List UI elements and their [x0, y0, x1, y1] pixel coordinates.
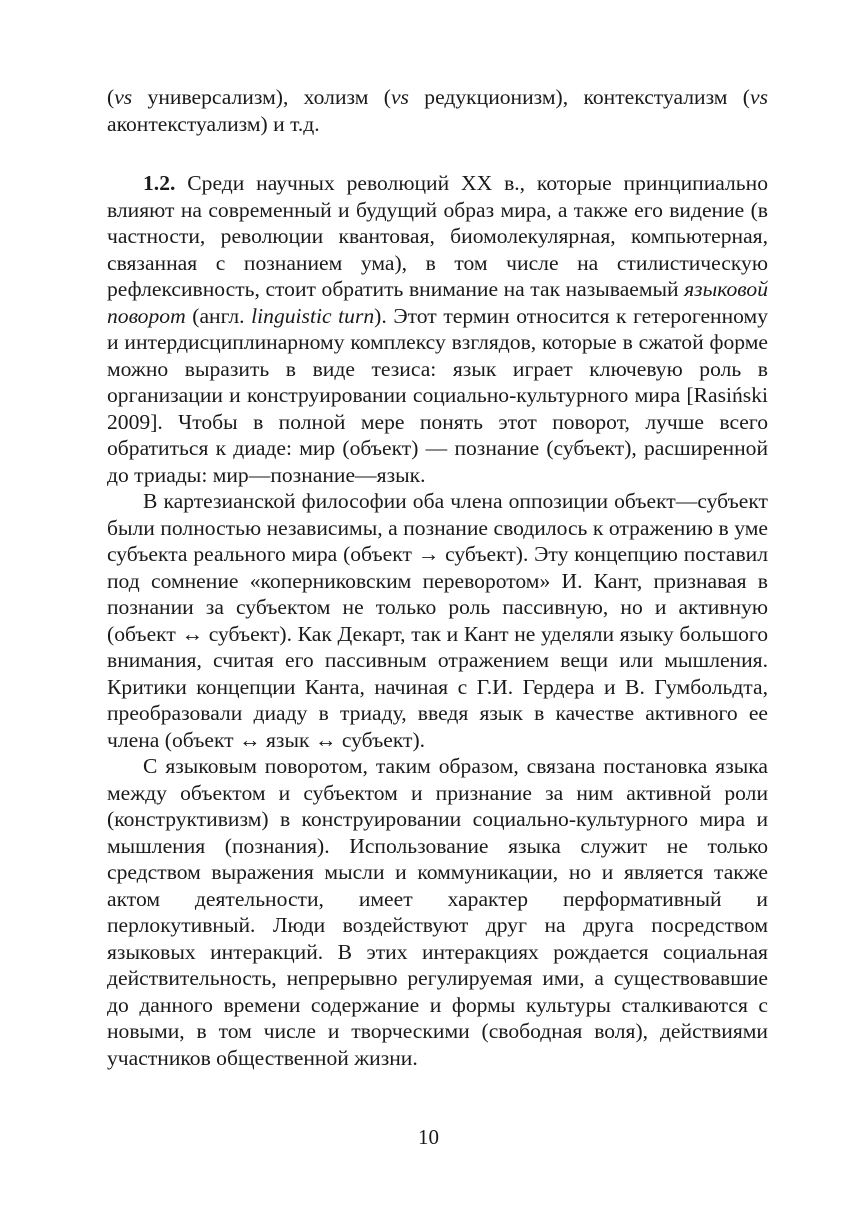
paragraph-text: Среди научных революций XX в., которые принципиально влияют на современный и будущий образ мира, а также его видение (в частности, революции квантовая, биомолекулярная, компьютерная, связанная с познанием ума), в том числе на стилистическую рефлексивность, стоит обратить внимание на так называемый	[107, 171, 768, 301]
intro-text: редукционизм), контекстуализм (	[408, 85, 750, 109]
intro-paragraph: (vs универсализм), холизм (vs редукционизм), контекстуализм (vs аконтекстуализм) и т.д.	[107, 85, 768, 136]
page-number: 10	[418, 1125, 439, 1149]
term-english-italic: linguistic turn	[251, 303, 375, 328]
paragraph-text: (англ.	[185, 303, 252, 328]
section-number: 1.2.	[143, 171, 176, 195]
section-body	[107, 170, 768, 1071]
intro-text: универсализм), холизм (	[132, 85, 391, 109]
vs-abbrev: vs	[390, 85, 409, 109]
vs-abbrev: vs	[750, 85, 768, 109]
paragraph-text: ). Этот термин относится к гетерогенному и интердисциплинарному комплексу взглядов, которые в сжатой форме можно выразить в виде тезиса: язык играет ключевую роль в организации и конструировании социально-культурного мира [Rasiński 2009]. Чтобы в полной мере понять этот поворот, лучше всего обратиться к диаде: мир (объект) — познание (субъект), расширенной до триады: мир—познание—язык.	[107, 303, 769, 487]
vs-abbrev: vs	[114, 85, 133, 109]
intro-text: аконтекстуализм) и т.д.	[107, 111, 320, 136]
paragraph-3: С языковым поворотом, таким образом, связана постановка языка между объектом и субъектом и признание за ним активной роли (конструктивизм) в конструировании социально-культурного мира и мышления (познания). Использование языка служит не только средством выражения мысли и коммуникации, но и является также актом деятельности, имеет характер перформативный и перлокутивный. Люди воздействуют друг на друга посредством языковых интеракций. В этих интеракциях рождается социальная действительность, непрерывно регулируемая ими, а существовавшие до данного времени содержание и формы культуры сталкиваются с новыми, в том числе и творческими (свободная воля), действиями участников общественной жизни.	[107, 754, 768, 1070]
paragraph-2: В картезианской философии оба члена оппозиции объект—субъект были полностью независимы, а познание сводилось к отражению в уме субъекта реального мира (объект → субъект). Эту концепцию поставил под сомнение «коперниковским переворотом» И. Кант, признавая в познании за субъектом не только роль пассивную, но и активную (объект ↔ субъект). Как Декарт, так и Кант не уделяли языку большого внимания, считая его пассивным отражением вещи или мышления. Критики концепции Канта, начиная с Г.И. Гердера и В. Гумбольдта, преобразовали диаду в триаду, введя язык в качестве активного ее члена (объект ↔ язык ↔ субъект).	[107, 489, 768, 752]
term-italic: языковой поворот	[107, 277, 768, 328]
continuation-text	[107, 84, 768, 137]
paragraph-1	[107, 170, 768, 488]
